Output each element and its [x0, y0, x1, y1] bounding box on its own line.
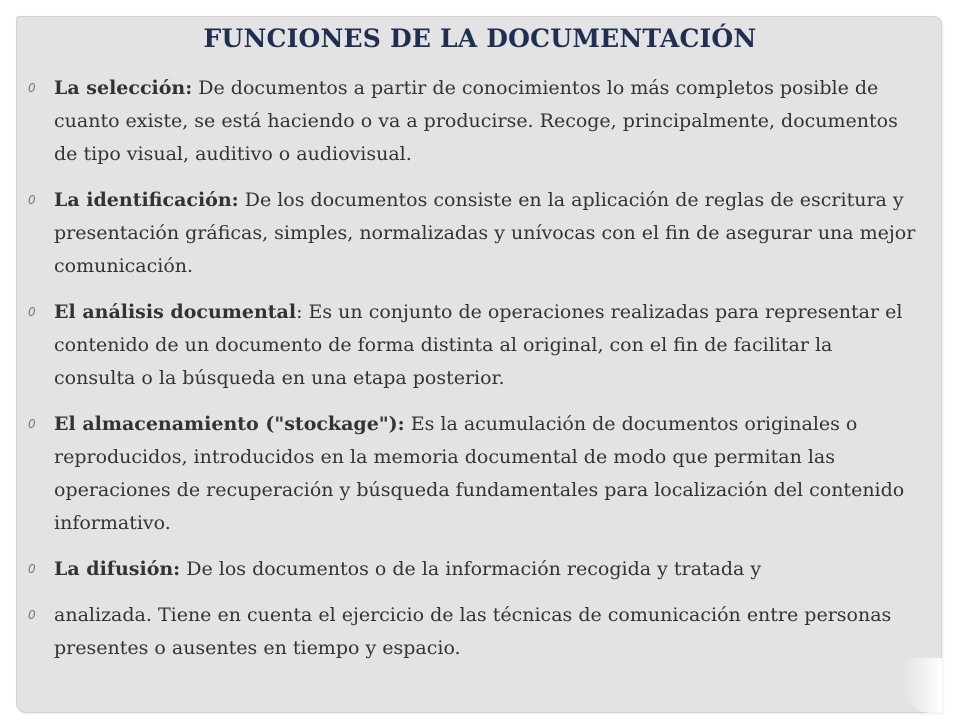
item-text: : Es un conjunto de operaciones realizadas para representar el contenido de un documento de forma distinta al original, con el fin de facilitar la consulta o la búsqueda en una etapa posterior.: [54, 301, 903, 389]
item-text: De los documentos o de la información recogida y tratada y: [180, 558, 762, 580]
function-list: [28, 72, 918, 678]
bullet-marker: 0: [28, 608, 36, 622]
bullet-marker: 0: [28, 417, 36, 431]
item-text: analizada. Tiene en cuenta el ejercicio de las técnicas de comunicación entre personas presentes o ausentes en tiempo y espacio.: [54, 604, 892, 659]
list-item-identificacion: [28, 184, 918, 283]
list-item-difusion-cont: [28, 599, 918, 665]
page-title: FUNCIONES DE LA DOCUMENTACIÓN: [203, 24, 757, 53]
item-term: El almacenamiento ("stockage"):: [54, 413, 405, 435]
list-item-almacenamiento: [28, 408, 918, 540]
item-text: Es la acumulación de documentos originales o reproducidos, introducidos en la memoria documental de modo que permitan las operaciones de recuperación y búsqueda fundamentales para localización del contenido informativo.: [54, 413, 905, 534]
item-term: La difusión:: [54, 558, 181, 580]
bullet-marker: 0: [28, 193, 36, 207]
bullet-marker: 0: [28, 305, 36, 319]
list-item-seleccion: [28, 72, 918, 171]
item-text: De documentos a partir de conocimientos lo más completos posible de cuanto existe, se está haciendo o va a producirse. Recoge, principalmente, documentos de tipo visual, auditivo o audiovisual.: [54, 77, 898, 165]
item-term: El análisis documental: [54, 301, 297, 323]
list-item-difusion: [28, 553, 918, 586]
list-item-analisis: [28, 296, 918, 395]
bullet-marker: 0: [28, 81, 36, 95]
bullet-marker: 0: [28, 562, 36, 576]
item-term: La selección:: [54, 77, 193, 99]
item-text: De los documentos consiste en la aplicación de reglas de escritura y presentación gráficas, simples, normalizadas y unívocas con el fin de asegurar una mejor comunicación.: [54, 189, 916, 277]
item-term: La identificación:: [54, 189, 239, 211]
